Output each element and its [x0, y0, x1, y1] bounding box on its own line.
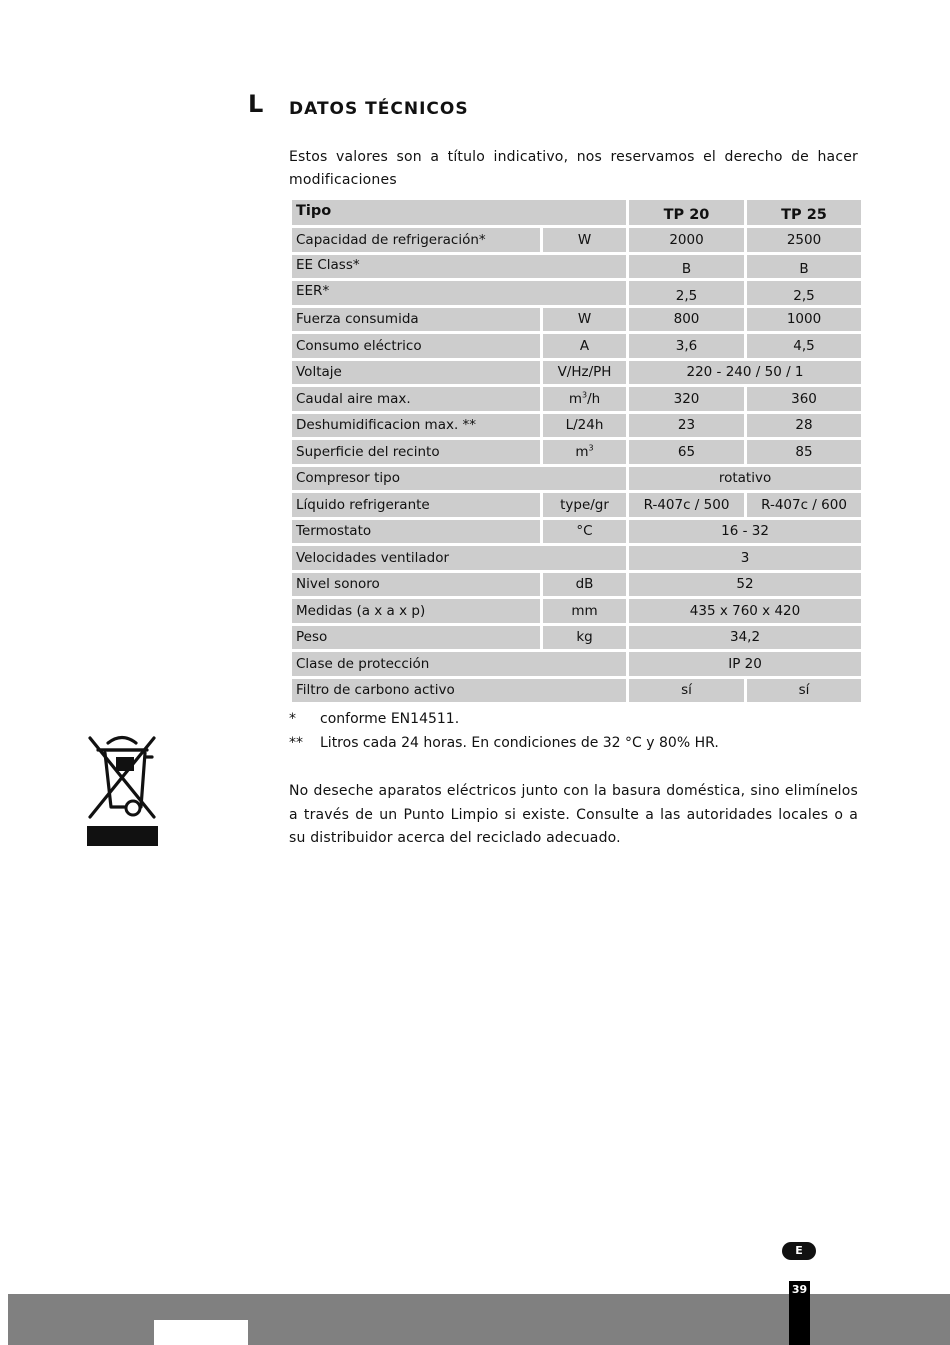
spec-value-tp25: 2500 [747, 228, 861, 252]
table-row [292, 573, 861, 597]
unit-base: m [575, 443, 589, 460]
spec-value-shared: 34,2 [629, 626, 861, 650]
table-row [292, 626, 861, 650]
footnote [289, 711, 459, 727]
table-row [292, 440, 861, 464]
spec-name: EE Class* [292, 255, 626, 279]
header-type-label: Tipo [292, 200, 626, 225]
spec-value-tp20: 2000 [629, 228, 744, 252]
table-row [292, 679, 861, 703]
spec-value-tp20: 2,5 [629, 281, 744, 305]
footnote [289, 735, 719, 751]
table-row [292, 361, 861, 385]
spec-name: Filtro de carbono activo [292, 679, 626, 703]
crossed-out-wheelie-bin-icon [86, 733, 158, 846]
unit-base: m [568, 390, 582, 407]
spec-name: Capacidad de refrigeración* [292, 228, 540, 252]
technical-data-table [289, 197, 864, 705]
spec-name: Compresor tipo [292, 467, 626, 491]
spec-value-tp25: 2,5 [747, 281, 861, 305]
table-row [292, 546, 861, 570]
spec-unit: mm [543, 599, 626, 623]
spec-unit [543, 440, 626, 464]
table-row [292, 308, 861, 332]
table-row [292, 228, 861, 252]
spec-name: Voltaje [292, 361, 540, 385]
spec-value-tp25: 85 [747, 440, 861, 464]
table-header-row [292, 200, 861, 225]
spec-name: Clase de protección [292, 652, 626, 676]
spec-value-shared: 435 x 760 x 420 [629, 599, 861, 623]
table-row [292, 599, 861, 623]
table-row [292, 493, 861, 517]
spec-name: Nivel sonoro [292, 573, 540, 597]
page-number: 39 [791, 1283, 808, 1296]
spec-value-shared: IP 20 [629, 652, 861, 676]
header-model-tp25: TP 25 [747, 200, 861, 225]
unit-suffix: /h [587, 390, 601, 407]
spec-value-tp25: sí [747, 679, 861, 703]
table-row [292, 414, 861, 438]
footnote-text: conforme EN14511. [320, 711, 460, 727]
spec-value-tp25: R-407c / 600 [747, 493, 861, 517]
spec-unit: W [543, 308, 626, 332]
spec-name: Velocidades ventilador [292, 546, 626, 570]
spec-name: Líquido refrigerante [292, 493, 540, 517]
unit-superscript: 3 [581, 390, 588, 400]
spec-name: Fuerza consumida [292, 308, 540, 332]
spec-value-tp25: 1000 [747, 308, 861, 332]
table-row [292, 652, 861, 676]
unit-superscript: 3 [588, 443, 594, 453]
table-row [292, 467, 861, 491]
spec-value-shared: 220 - 240 / 50 / 1 [629, 361, 861, 385]
spec-value-tp20: 65 [629, 440, 744, 464]
intro-text: Estos valores son a título indicativo, nos reservamos el derecho de hacer modificaciones [289, 149, 858, 188]
spec-unit: A [543, 334, 626, 358]
spec-unit: °C [543, 520, 626, 544]
spec-value-tp25: B [747, 255, 861, 279]
spec-value-tp25: 360 [747, 387, 861, 411]
table-row [292, 255, 861, 279]
table-row [292, 520, 861, 544]
footnote-text: Litros cada 24 horas. En condiciones de 32 °C y 80% HR. [320, 735, 719, 751]
spec-name: Medidas (a x a x p) [292, 599, 540, 623]
spec-name: Deshumidificacion max. ** [292, 414, 540, 438]
section-letter: L [248, 90, 264, 118]
spec-value-tp20: 3,6 [629, 334, 744, 358]
footnote-mark: * [289, 711, 296, 727]
spec-value-tp20: 23 [629, 414, 744, 438]
spec-name: Caudal aire max. [292, 387, 540, 411]
spec-value-shared: 3 [629, 546, 861, 570]
spec-name: Termostato [292, 520, 540, 544]
spec-value-shared: 16 - 32 [629, 520, 861, 544]
footer-tab [154, 1320, 248, 1345]
spec-unit: L/24h [543, 414, 626, 438]
footnote-mark: ** [289, 735, 303, 751]
spec-unit [543, 387, 626, 411]
table-row [292, 281, 861, 305]
spec-value-shared: rotativo [629, 467, 861, 491]
spec-value-tp25: 4,5 [747, 334, 861, 358]
disposal-notice: No deseche aparatos eléctricos junto con la basura doméstica, sino elimínelos a través de un Punto Limpio si existe. Consulte a las autoridades locales o a su distribuidor acerca del reciclado adecuado. [289, 783, 858, 846]
spec-unit: V/Hz/PH [543, 361, 626, 385]
table-row [292, 387, 861, 411]
spec-name: Peso [292, 626, 540, 650]
header-model-tp20: TP 20 [629, 200, 744, 225]
spec-unit: dB [543, 573, 626, 597]
spec-name: EER* [292, 281, 626, 305]
table-row [292, 334, 861, 358]
spec-value-shared: 52 [629, 573, 861, 597]
spec-value-tp20: sí [629, 679, 744, 703]
spec-name: Consumo eléctrico [292, 334, 540, 358]
spec-value-tp20: R-407c / 500 [629, 493, 744, 517]
spec-value-tp20: B [629, 255, 744, 279]
spec-unit: type/gr [543, 493, 626, 517]
spec-value-tp20: 800 [629, 308, 744, 332]
section-title: DATOS TÉCNICOS [289, 99, 469, 119]
spec-unit: kg [543, 626, 626, 650]
spec-value-tp20: 320 [629, 387, 744, 411]
spec-name: Superficie del recinto [292, 440, 540, 464]
spec-value-tp25: 28 [747, 414, 861, 438]
language-badge: E [782, 1242, 816, 1260]
spec-unit: W [543, 228, 626, 252]
